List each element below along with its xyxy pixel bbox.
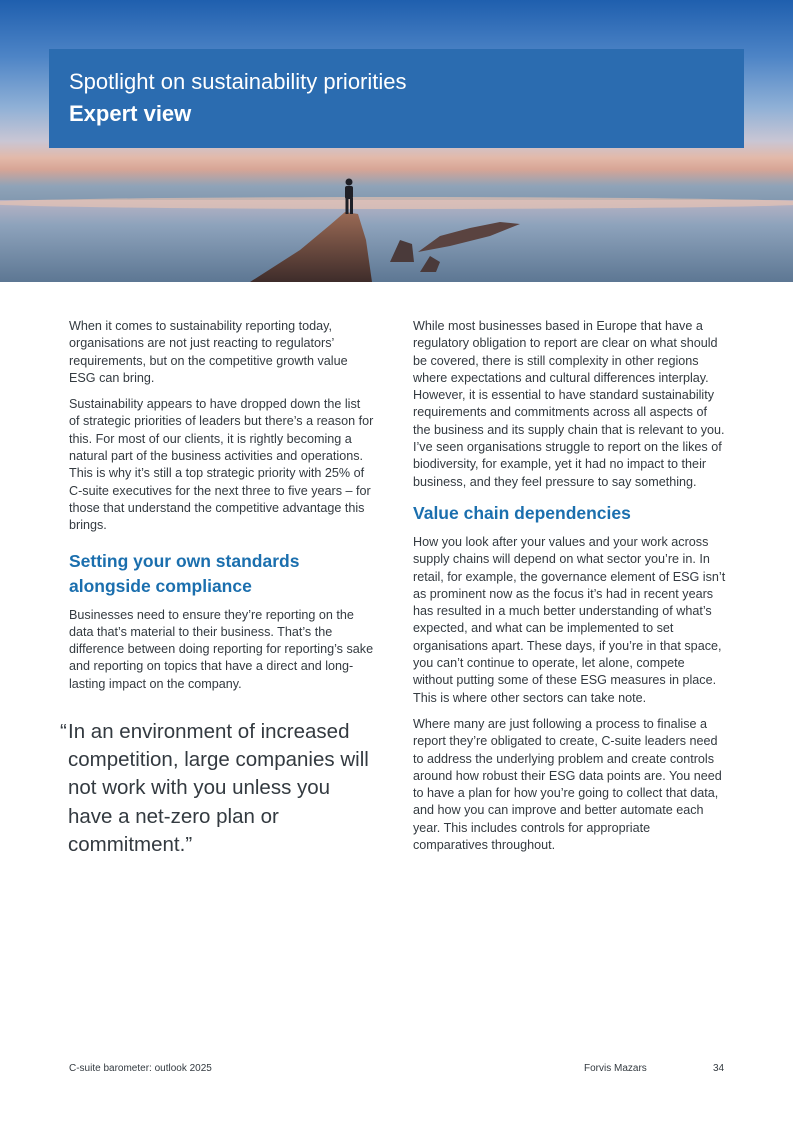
footer-publication: C-suite barometer: outlook 2025 <box>69 1063 212 1074</box>
page-subtitle: Expert view <box>69 101 192 126</box>
right-paragraph-1: While most businesses based in Europe that have a regulatory obligation to report are clear on what should be covered, there is still complexity in other regions where expectations and cultural differences interplay. However, it is essential to have standard sustainability requirements and commitments across all aspects of the business and its supply chain that is relevant to you. I’ve seen organisations struggle to report on the likes of biodiversity, for example, yet it had no impact to their business, and they feel pressure to say something. <box>413 319 725 489</box>
section-heading-standards: Setting your own standards alongside compliance <box>69 550 300 596</box>
page-number: 34 <box>713 1063 725 1074</box>
sea <box>0 200 793 282</box>
right-paragraph-3: Where many are just following a process to finalise a report they’re obligated to create, C-suite leaders need to address the underlying problem and create controls around how robust their ESG data points are. You need to have a plan for how you’re going to collect that data, and how you can improve and better automate each year. This includes controls for appropriate comparatives throughout. <box>413 716 722 853</box>
footer-brand: Forvis Mazars <box>584 1063 647 1074</box>
page-title: Spotlight on sustainability priorities <box>69 69 407 94</box>
quote-open-mark: “ <box>60 720 67 743</box>
horizon-glow <box>0 197 793 209</box>
hero-image <box>0 0 793 282</box>
right-column <box>413 318 726 863</box>
right-paragraph-2: How you look after your values and your work across supply chains will depend on what sector you’re in. In retail, for example, the governance element of ESG isn’t as prominent now as the focus it’s had in recent years has resulted in a much better understanding of what’s expected, and what can be implemented to set organisations apart. These days, if you’re in that space, you can’t continue to operate, let alone, compete without putting some of these ESG measures in place. This is where other sectors can take note. <box>413 534 726 705</box>
title-banner <box>49 49 744 148</box>
left-paragraph-2: Sustainability appears to have dropped down the list of strategic priorities of leaders but there’s a reason for this. For most of our clients, it is rightly becoming a natural part of the business activities and operations. This is why it’s still a top strategic priority with 25% of C-suite executives for the next three to five years – for those that understand the competitive advantage this brings. <box>69 397 374 533</box>
quote-text: In an environment of increased competition, large companies will not work with you unless you have a net-zero plan or commitment.” <box>68 720 369 856</box>
left-column <box>69 318 374 702</box>
left-paragraph-1: When it comes to sustainability reporting today, organisations are not just reacting to regulators’ requirements, but on the competitive growth value ESG can bring. <box>69 319 348 385</box>
left-paragraph-3: Businesses need to ensure they’re reporting on the data that’s material to their business. That’s the difference between doing reporting for reporting’s sake and reporting on topics that have a direct and long-lasting impact on the company. <box>69 607 374 691</box>
section-heading-value-chain: Value chain dependencies <box>413 502 631 523</box>
pull-quote <box>60 718 380 859</box>
